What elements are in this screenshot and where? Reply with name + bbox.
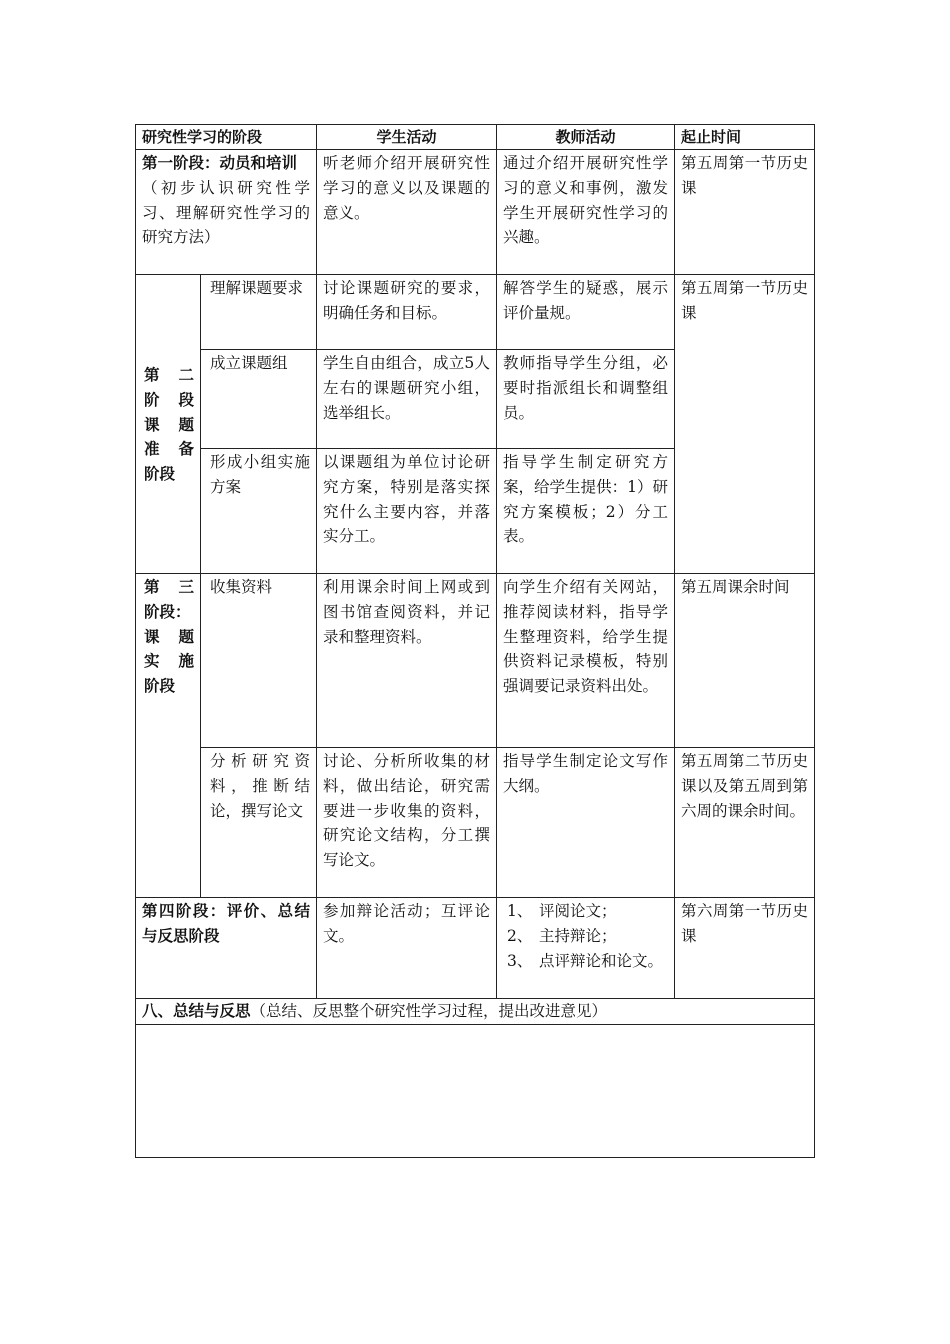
stage2-teacher-2: 教师指导学生分组，必要时指派组长和调整组员。 [503, 354, 668, 422]
stage2-label-part: 第 [144, 366, 160, 384]
stage4-title: 第四阶段：评价、总结与反思阶段 [142, 902, 310, 945]
stage3-label-part: 题 [178, 627, 194, 646]
stage3-label-part: 施 [178, 652, 194, 671]
stage3-label-part: 阶段： [144, 602, 191, 621]
list-item [507, 899, 668, 924]
stage1-cell [136, 150, 316, 274]
list-item [507, 949, 668, 974]
list-number: 2、 [507, 926, 533, 945]
stage2-label-part: 段 [178, 390, 194, 409]
stage1-time: 第五周第一节历史课 [681, 154, 808, 197]
list-text: 点评辩论和论文。 [539, 951, 664, 970]
stage2-label-part: 阶段 [144, 465, 176, 484]
list-text: 评阅论文； [539, 902, 617, 920]
summary-title: 八、总结与反思 [142, 1002, 251, 1020]
stage2-label-part: 二 [178, 366, 194, 384]
summary-body-area[interactable] [136, 1025, 814, 1157]
list-number: 3、 [507, 951, 533, 970]
stage3-label [136, 575, 200, 705]
header-stage: 研究性学习的阶段 [142, 128, 263, 146]
stage3-label-part: 课 [144, 627, 160, 646]
stage2-label [136, 363, 200, 493]
stage2-label-part: 阶 [144, 390, 160, 409]
stage1-title: 第一阶段：动员和培训 [142, 154, 298, 172]
stage3-task-2: 分析研究资料，推断结论，撰写论文 [210, 752, 310, 820]
stage2-label-part: 课 [144, 415, 160, 434]
stage3-time-2: 第五周第二节历史课以及第五周到第六周的课余时间。 [681, 752, 808, 820]
stage4-teacher-activity [497, 898, 674, 998]
stage4-teacher-list [507, 899, 668, 973]
stage4-time: 第六周第一节历史课 [681, 902, 808, 945]
stage2-label-part: 题 [178, 415, 194, 434]
stage3-student-1: 利用课余时间上网或到图书馆查阅资料，并记录和整理资料。 [323, 578, 490, 646]
list-text: 主持辩论； [539, 926, 617, 945]
stage2-student-3: 以课题组为单位讨论研究方案，特别是落实探究什么主要内容，并落实分工。 [323, 453, 490, 546]
list-number: 1、 [507, 902, 533, 920]
stage2-label-part: 准 [144, 440, 160, 459]
stage3-label-part: 第 [144, 578, 160, 596]
header-time: 起止时间 [681, 128, 742, 146]
stage3-label-part: 阶段 [144, 677, 176, 696]
stage2-time: 第五周第一节历史课 [681, 279, 808, 322]
stage4-student-activity: 参加辩论活动；互评论文。 [323, 902, 490, 945]
stage3-label-part: 实 [144, 652, 160, 671]
stage1-note: （初步认识研究性学习、理解研究性学习的研究方法） [142, 178, 310, 247]
stage3-time-1: 第五周课余时间 [681, 578, 790, 596]
stage3-teacher-1: 向学生介绍有关网站，推荐阅读材料，指导学生整理资料，给学生提供资料记录模板，特别强调要记录资料出处。 [503, 578, 668, 696]
stage3-student-2: 讨论、分析所收集的材料，做出结论，研究需要进一步收集的资料，研究论文结构，分工撰写论文。 [323, 752, 490, 870]
stage2-task-3: 形成小组实施方案 [210, 453, 310, 496]
stage2-task-1: 理解课题要求 [210, 279, 304, 297]
summary-header [136, 999, 814, 1024]
stage2-student-2: 学生自由组合，成立5人左右的课题研究小组，选举组长。 [323, 354, 490, 422]
stage1-student-activity: 听老师介绍开展研究性学习的意义以及课题的意义。 [323, 154, 490, 222]
list-item [507, 924, 668, 949]
stage2-label-part: 备 [178, 440, 194, 459]
header-student-activity: 学生活动 [376, 128, 437, 146]
stage3-teacher-2: 指导学生制定论文写作大纲。 [503, 752, 668, 795]
header-teacher-activity: 教师活动 [555, 128, 616, 146]
stage1-teacher-activity: 通过介绍开展研究性学习的意义和事例，激发学生开展研究性学习的兴趣。 [503, 154, 668, 247]
summary-note: （总结、反思整个研究性学习过程，提出改进意见） [250, 1002, 608, 1020]
stage3-task-1: 收集资料 [210, 578, 273, 596]
stage2-student-1: 讨论课题研究的要求，明确任务和目标。 [323, 279, 490, 322]
stage2-task-2: 成立课题组 [210, 354, 288, 372]
stage2-teacher-1: 解答学生的疑惑，展示评价量规。 [503, 279, 668, 322]
stage3-label-part: 三 [178, 578, 194, 596]
stage2-teacher-3: 指导学生制定研究方案，给学生提供：1）研究方案模板；2）分工表。 [503, 453, 668, 546]
